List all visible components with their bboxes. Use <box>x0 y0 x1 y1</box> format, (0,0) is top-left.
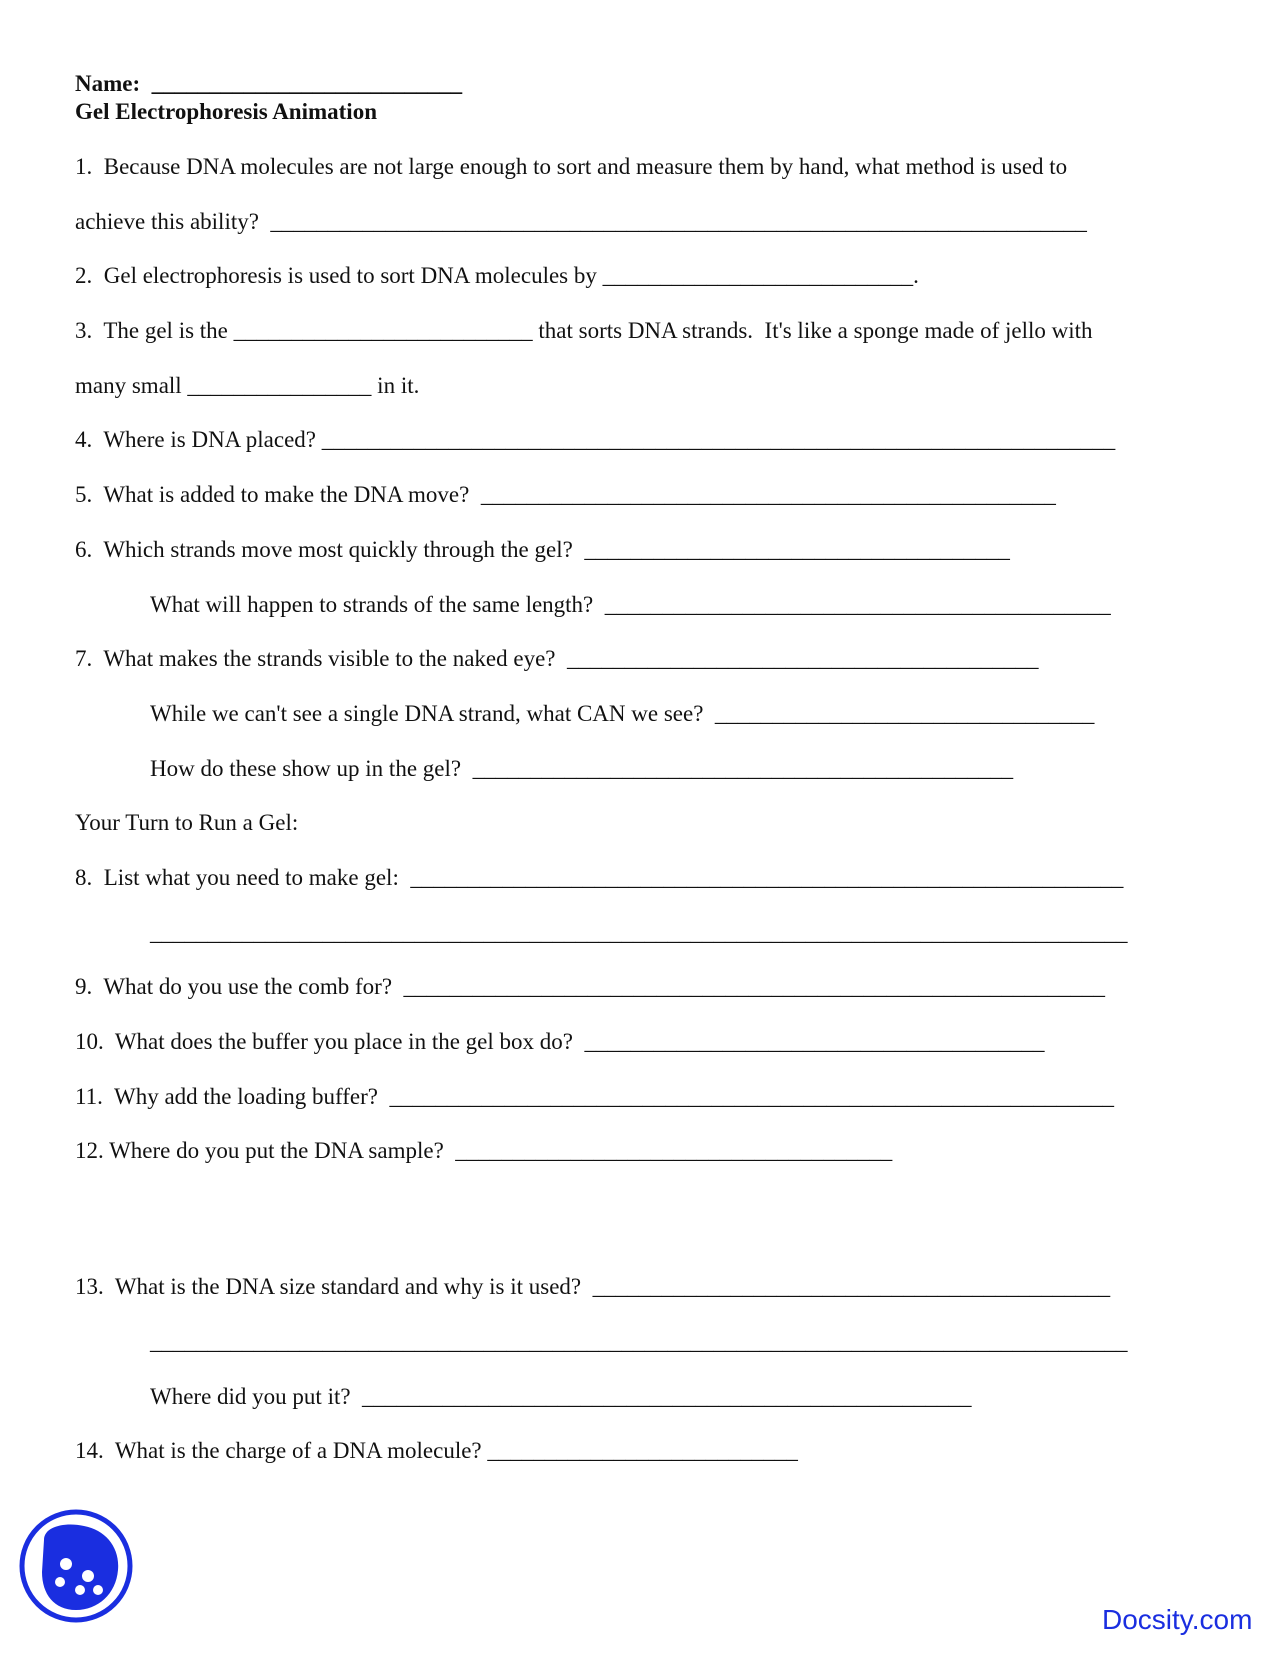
question-8-answer-line: _____________________________________________________________________________________ <box>150 920 1128 945</box>
question-5: 5. What is added to make the DNA move? __________________________________________________ <box>75 482 1056 507</box>
question-13: 13. What is the DNA size standard and why is it used? _____________________________________________ <box>75 1274 1111 1299</box>
question-7-followup-1: While we can't see a single DNA strand, what CAN we see? _________________________________ <box>150 701 1095 726</box>
logo-dot-1 <box>60 1558 72 1570</box>
question-6: 6. Which strands move most quickly through the gel? _____________________________________ <box>75 537 1010 562</box>
logo-dot-3 <box>75 1585 85 1595</box>
question-4: 4. Where is DNA placed? _____________________________________________________________________ <box>75 427 1116 452</box>
logo-dot-2 <box>82 1570 94 1582</box>
logo-dot-4 <box>93 1585 103 1595</box>
question-12: 12. Where do you put the DNA sample? ______________________________________ <box>75 1138 893 1163</box>
question-10: 10. What does the buffer you place in the gel box do? ________________________________________ <box>75 1029 1045 1054</box>
question-2: 2. Gel electrophoresis is used to sort DNA molecules by ___________________________. <box>75 263 919 288</box>
question-11: 11. Why add the loading buffer? _______________________________________________________________ <box>75 1084 1114 1109</box>
question-9: 9. What do you use the comb for? _____________________________________________________________ <box>75 974 1106 999</box>
question-3-line-1: 3. The gel is the __________________________ that sorts DNA strands. It's like a sponge made of jello with <box>75 318 1093 343</box>
docsity-logo-icon <box>18 1508 134 1624</box>
name-field-label: Name: ___________________________ <box>75 71 463 96</box>
docsity-brand-text: Docsity.com <box>1102 1604 1253 1635</box>
question-1-line-2: achieve this ability? _______________________________________________________________________ <box>75 209 1087 234</box>
question-3-line-2: many small ________________ in it. <box>75 373 420 398</box>
section-heading: Your Turn to Run a Gel: <box>75 810 299 835</box>
question-7: 7. What makes the strands visible to the naked eye? _________________________________________ <box>75 646 1039 671</box>
question-7-followup-2: How do these show up in the gel? _______________________________________________ <box>150 756 1014 781</box>
logo-dot-5 <box>55 1577 65 1587</box>
question-6-followup: What will happen to strands of the same length? ____________________________________________ <box>150 592 1111 617</box>
question-13-answer-line: _____________________________________________________________________________________ <box>150 1329 1128 1354</box>
question-14: 14. What is the charge of a DNA molecule? ___________________________ <box>75 1438 798 1463</box>
question-13-followup: Where did you put it? _____________________________________________________ <box>150 1384 972 1409</box>
question-8: 8. List what you need to make gel: ______________________________________________________________ <box>75 865 1124 890</box>
page-title: Gel Electrophoresis Animation <box>75 99 377 124</box>
question-1-line-1: 1. Because DNA molecules are not large enough to sort and measure them by hand, what method is used to <box>75 154 1068 179</box>
